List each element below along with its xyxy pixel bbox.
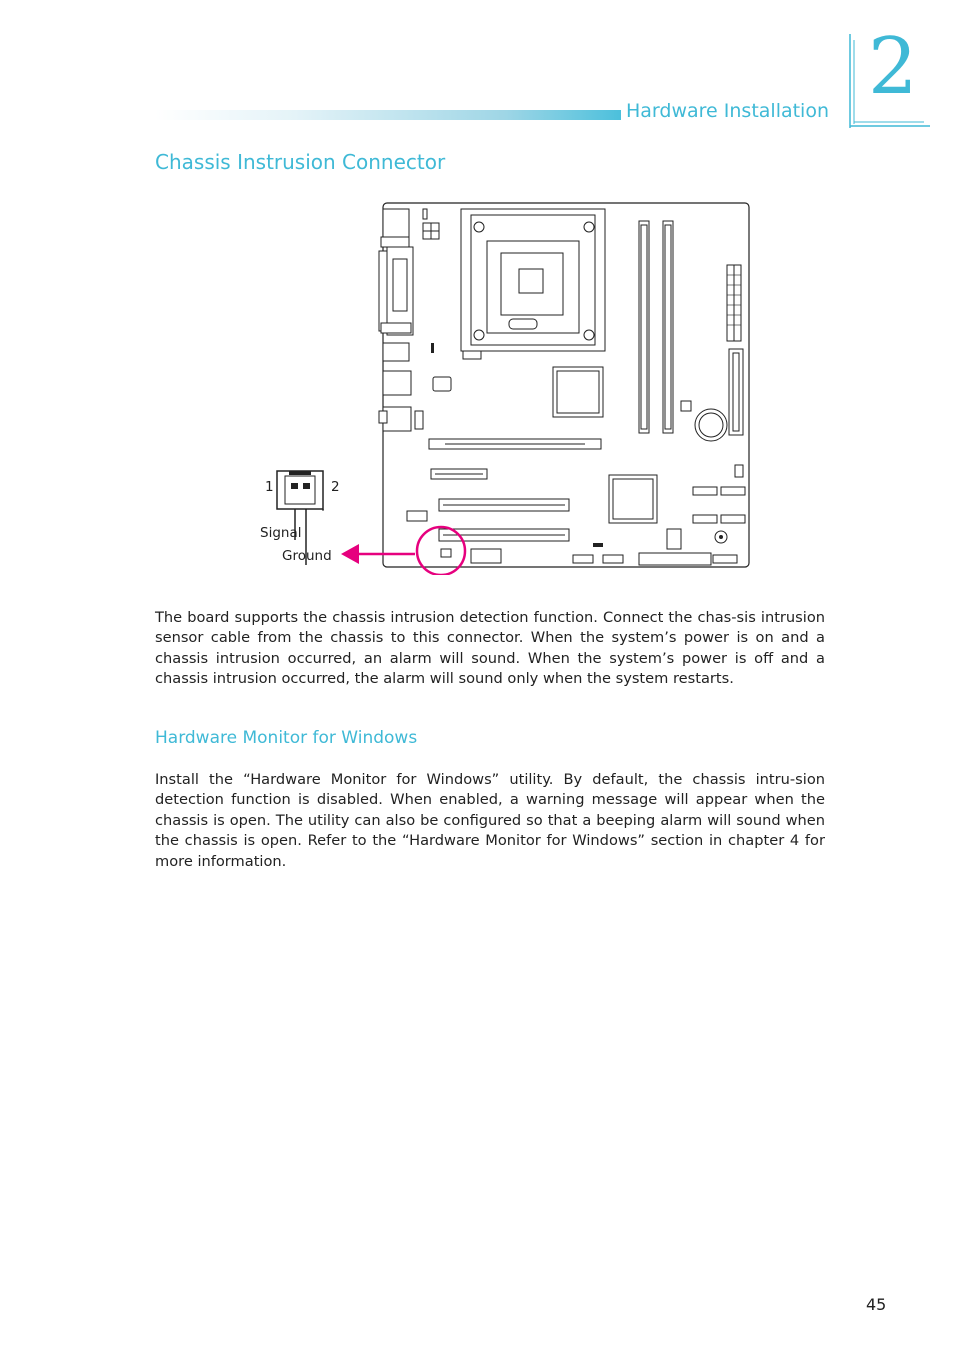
header-gradient-bar bbox=[155, 110, 621, 120]
section-title: Chassis Instrusion Connector bbox=[155, 150, 446, 174]
chapter-number: 2 bbox=[868, 22, 918, 112]
body-paragraph-1: The board supports the chassis intrusion detection function. Connect the chas-sis intrusion sensor cable from the chassis to this connector. When the system’s power is on and a chassis intrusion occurred, an alarm will sound. When the system’s power is off and a chassis intrusion occurred, the alarm will sound only when the system restarts. bbox=[155, 609, 825, 688]
motherboard-diagram bbox=[255, 195, 755, 575]
subheading: Hardware Monitor for Windows bbox=[155, 728, 418, 748]
ground-label: Ground bbox=[282, 548, 332, 564]
page-number: 45 bbox=[866, 1295, 887, 1314]
header-title: Hardware Installation bbox=[626, 100, 830, 122]
pin-2-label: 2 bbox=[331, 479, 340, 495]
body-paragraph-2: Install the “Hardware Monitor for Windows” utility. By default, the chassis intru-sion detection function is disabled. When enabled, a warning message will appear when the chassis is open. The utility can also be configured so that a beeping alarm will sound when the chassis is open. Refer to the “Hardware Monitor for Windows” section in chapter 4 for more information. bbox=[155, 771, 825, 870]
chassis-intrusion-header bbox=[441, 549, 451, 557]
signal-label: Signal bbox=[260, 525, 302, 541]
pin-1-label: 1 bbox=[265, 479, 274, 495]
